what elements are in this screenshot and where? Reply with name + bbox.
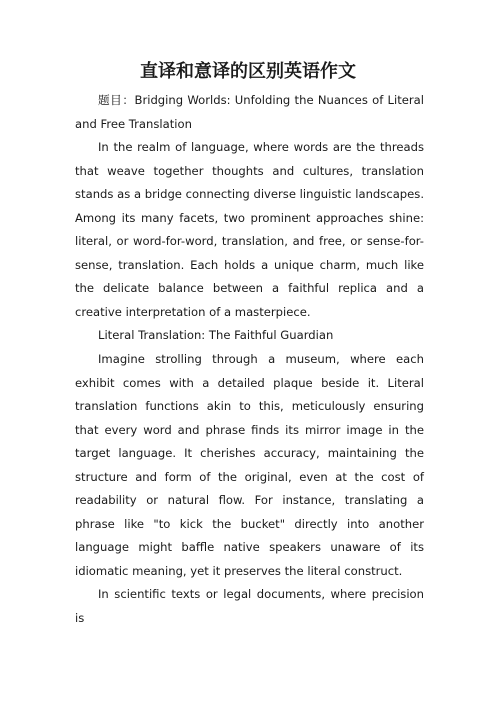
paragraph-literal-translation: Imagine strolling through a museum, where each exhibit comes with a detailed plaque beside it. Literal translation functions akin to this, meticulously ensuring that every word and phrase finds its mirror image in the target language. It cherishes accuracy, maintaining the structure and form of the original, even at the cost of readability or natural flow. For instance, translating a phrase like "to kick the bucket" directly into another language might baffle native speakers unaware of its idiomatic meaning, yet it preserves the literal construct.: [75, 352, 424, 578]
section-heading-literal-translation: Literal Translation: The Faithful Guardian: [98, 328, 334, 343]
paragraph-topic: 题目：Bridging Worlds: Unfolding the Nuances of Literal and Free Translation: [75, 93, 424, 131]
paragraph-intro: In the realm of language, where words are the threads that weave together thoughts and cultures, translation stands as a bridge connecting diverse linguistic landscapes. Among its many facets, two prominent approaches shine: literal, or word-for-word, translation, and free, or sense-for-sense, translation. Each holds a unique charm, much like the delicate balance between a faithful replica and a creative interpretation of a masterpiece.: [75, 140, 425, 319]
document-title: 直译和意译的区别英语作文: [140, 61, 356, 82]
paragraph-scientific-texts: In scientific texts or legal documents, where precision is: [75, 587, 424, 626]
document-body: [75, 89, 424, 631]
